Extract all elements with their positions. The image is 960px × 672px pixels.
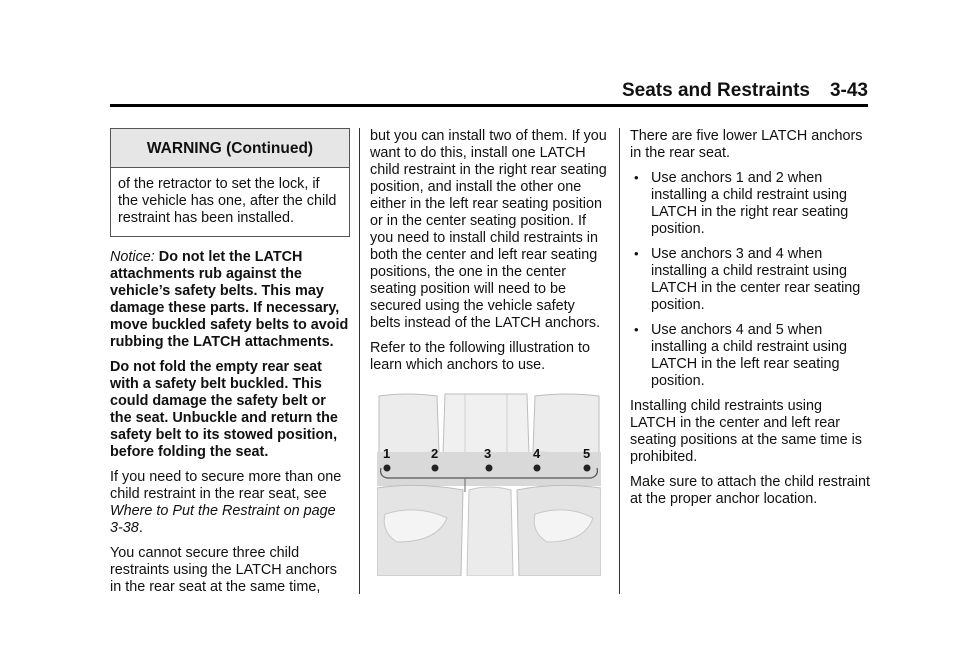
column-1 [110,128,350,604]
latch-anchor-illustration [377,392,601,576]
header-rule [110,104,868,107]
notice-text: Do not let the LATCH attachments rub against the vehicle’s safety belts. This may damage these parts. If necessary, move buckled safety belts to avoid rubbing the LATCH attachments. [110,249,349,350]
notice-paragraph [110,249,350,351]
page-number: 3-43 [829,80,868,101]
list-item [630,246,870,314]
bullet-icon: • [634,246,639,261]
illustration-intro: Refer to the following illustration to learn which anchors to use. [370,340,590,373]
anchor-label-3: 3 [484,446,492,461]
cross-reference-link[interactable]: Where to Put the Restraint on page 3-38 [110,503,336,536]
column-divider-1 [359,128,360,594]
prohibited-paragraph: Installing child restraints using LATCH in the center and left rear seating positions at the same time is prohibited. [630,398,862,465]
attach-paragraph: Make sure to attach the child restraint at the proper anchor location. [630,474,870,507]
notice-label: Notice: [110,249,155,265]
list-item-text: Use anchors 1 and 2 when installing a child restraint using LATCH in the right rear seating position. [651,170,849,237]
anchor-usage-list [630,170,870,390]
secure-more-paragraph [110,469,350,537]
install-two-paragraph: but you can install two of them. If you want to do this, install one LATCH child restraint in the right rear seating position, and install the other one either in the left rear seating position or in the center seating position. If you need to install child restraints in both the center and left rear seating positions, the one in the center seating position will need to be secured using the vehicle safety belts instead of the LATCH anchors. [370,128,607,331]
anchor-label-1: 1 [383,446,391,461]
rear-seat-drawing [377,392,601,576]
anchor-label-2: 2 [431,446,439,461]
column-2 [370,128,608,576]
secure-more-end: . [138,520,143,536]
bullet-icon: • [634,322,639,337]
anchor-label-4: 4 [533,446,541,461]
list-item [630,170,870,238]
column-3 [630,128,870,516]
three-restraints-paragraph: You cannot secure three child restraints using the LATCH anchors in the rear seat at the same time, [110,545,337,595]
warning-box [110,128,350,237]
section-title: Seats and Restraints [622,80,810,101]
list-item [630,322,870,390]
bullet-icon: • [634,170,639,185]
anchor-label-5: 5 [583,446,591,461]
fold-seat-warning: Do not fold the empty rear seat with a safety belt buckled. This could damage the safety belt or the seat. Unbuckle and return the safety belt to its stowed position, before folding the seat. [110,359,338,460]
warning-body: of the retractor to set the lock, if the vehicle has one, after the child restraint has been installed. [118,176,337,226]
warning-title: WARNING (Continued) [111,129,349,168]
list-item-text: Use anchors 4 and 5 when installing a child restraint using LATCH in the left rear seating position. [651,322,847,389]
column-divider-2 [619,128,620,594]
list-item-text: Use anchors 3 and 4 when installing a child restraint using LATCH in the center rear seating position. [651,246,861,313]
secure-more-text: If you need to secure more than one child restraint in the rear seat, see [110,469,342,502]
running-header [600,80,868,102]
anchors-intro: There are five lower LATCH anchors in the rear seat. [630,128,863,161]
